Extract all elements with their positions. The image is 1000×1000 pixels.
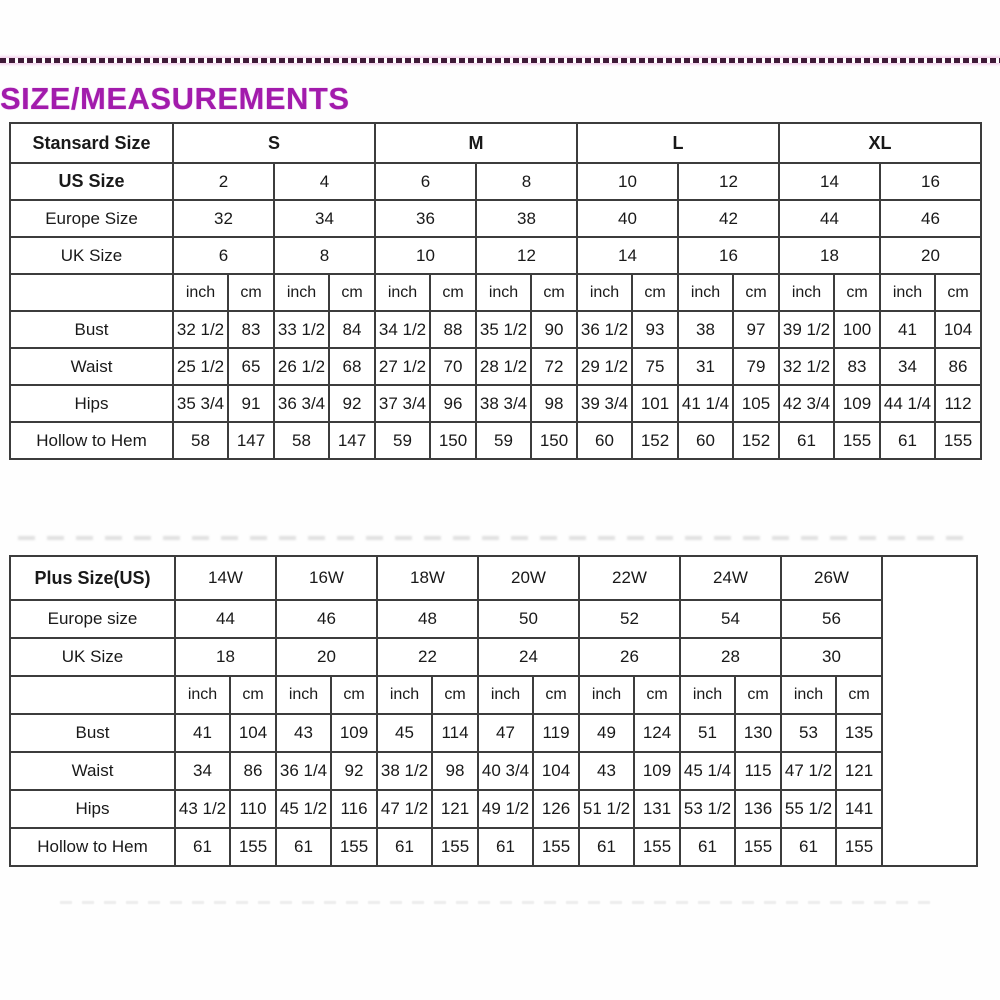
- size-value-cell: 12: [678, 163, 779, 200]
- measure-value-cell: 36 3/4: [274, 385, 329, 422]
- measure-value-cell: 35 1/2: [476, 311, 531, 348]
- unit-cell: cm: [632, 274, 678, 311]
- measure-value-cell: 40 3/4: [478, 752, 533, 790]
- measure-value-cell: 34 1/2: [375, 311, 430, 348]
- measure-value-cell: 36 1/4: [276, 752, 331, 790]
- size-value-cell: 6: [375, 163, 476, 200]
- measure-value-cell: 104: [533, 752, 579, 790]
- measure-value-cell: 114: [432, 714, 478, 752]
- size-value-cell: 14: [577, 237, 678, 274]
- unit-cell: cm: [634, 676, 680, 714]
- size-value-cell: 10: [375, 237, 476, 274]
- size-value-cell: 16: [880, 163, 981, 200]
- measure-value-cell: 61: [779, 422, 834, 459]
- measure-value-cell: 61: [680, 828, 735, 866]
- size-value-cell: 18: [175, 638, 276, 676]
- measure-value-cell: 88: [430, 311, 476, 348]
- unit-cell: inch: [377, 676, 432, 714]
- measure-value-cell: 109: [331, 714, 377, 752]
- measure-value-cell: 150: [531, 422, 577, 459]
- size-group-header: 14W: [175, 556, 276, 600]
- measure-value-cell: 97: [733, 311, 779, 348]
- table-header-label: Plus Size(US): [10, 556, 175, 600]
- measure-value-cell: 155: [331, 828, 377, 866]
- empty-right-cell: [882, 556, 977, 866]
- row-label: Hips: [10, 385, 173, 422]
- unit-cell: inch: [375, 274, 430, 311]
- plus-size-table: [9, 555, 978, 867]
- row-label: Waist: [10, 752, 175, 790]
- measure-value-cell: 61: [377, 828, 432, 866]
- row-label: Europe size: [10, 600, 175, 638]
- unit-cell: inch: [274, 274, 329, 311]
- size-value-cell: 4: [274, 163, 375, 200]
- unit-row-label: [10, 274, 173, 311]
- unit-cell: cm: [834, 274, 880, 311]
- measure-value-cell: 39 1/2: [779, 311, 834, 348]
- measure-value-cell: 59: [375, 422, 430, 459]
- size-group-header: M: [375, 123, 577, 163]
- measure-value-cell: 155: [735, 828, 781, 866]
- measure-value-cell: 41: [880, 311, 935, 348]
- measure-value-cell: 42 3/4: [779, 385, 834, 422]
- measure-value-cell: 147: [329, 422, 375, 459]
- unit-cell: inch: [680, 676, 735, 714]
- measure-value-cell: 53: [781, 714, 836, 752]
- measure-value-cell: 96: [430, 385, 476, 422]
- measure-value-cell: 58: [173, 422, 228, 459]
- size-value-cell: 12: [476, 237, 577, 274]
- measure-value-cell: 86: [230, 752, 276, 790]
- size-value-cell: 8: [274, 237, 375, 274]
- measure-value-cell: 47 1/2: [781, 752, 836, 790]
- unit-cell: cm: [533, 676, 579, 714]
- measure-value-cell: 124: [634, 714, 680, 752]
- size-value-cell: 20: [276, 638, 377, 676]
- unit-cell: inch: [175, 676, 230, 714]
- bottom-dashed-divider: [60, 901, 940, 904]
- size-value-cell: 14: [779, 163, 880, 200]
- unit-cell: inch: [880, 274, 935, 311]
- size-value-cell: 26: [579, 638, 680, 676]
- size-value-cell: 48: [377, 600, 478, 638]
- measure-value-cell: 152: [733, 422, 779, 459]
- size-group-header: 22W: [579, 556, 680, 600]
- measure-value-cell: 155: [836, 828, 882, 866]
- size-group-header: S: [173, 123, 375, 163]
- measure-value-cell: 44 1/4: [880, 385, 935, 422]
- size-value-cell: 54: [680, 600, 781, 638]
- unit-cell: cm: [230, 676, 276, 714]
- top-dashed-divider: [0, 58, 1000, 63]
- measure-value-cell: 43 1/2: [175, 790, 230, 828]
- size-value-cell: 46: [880, 200, 981, 237]
- size-value-cell: 24: [478, 638, 579, 676]
- row-label: Waist: [10, 348, 173, 385]
- measure-value-cell: 31: [678, 348, 733, 385]
- unit-cell: cm: [329, 274, 375, 311]
- measure-value-cell: 37 3/4: [375, 385, 430, 422]
- size-group-header: L: [577, 123, 779, 163]
- size-value-cell: 44: [175, 600, 276, 638]
- size-value-cell: 6: [173, 237, 274, 274]
- measure-value-cell: 32 1/2: [779, 348, 834, 385]
- measure-value-cell: 84: [329, 311, 375, 348]
- measure-value-cell: 155: [533, 828, 579, 866]
- measure-value-cell: 60: [577, 422, 632, 459]
- measure-value-cell: 61: [276, 828, 331, 866]
- measure-value-cell: 27 1/2: [375, 348, 430, 385]
- measure-value-cell: 68: [329, 348, 375, 385]
- measure-value-cell: 104: [230, 714, 276, 752]
- measure-value-cell: 38: [678, 311, 733, 348]
- measure-value-cell: 34: [175, 752, 230, 790]
- unit-cell: cm: [733, 274, 779, 311]
- measure-value-cell: 38 1/2: [377, 752, 432, 790]
- page-title: SIZE/MEASUREMENTS: [0, 81, 350, 116]
- measure-value-cell: 58: [274, 422, 329, 459]
- size-group-header: 16W: [276, 556, 377, 600]
- measure-value-cell: 119: [533, 714, 579, 752]
- measure-value-cell: 116: [331, 790, 377, 828]
- measure-value-cell: 47 1/2: [377, 790, 432, 828]
- size-value-cell: 50: [478, 600, 579, 638]
- measure-value-cell: 33 1/2: [274, 311, 329, 348]
- size-value-cell: 36: [375, 200, 476, 237]
- measure-value-cell: 47: [478, 714, 533, 752]
- measure-value-cell: 121: [432, 790, 478, 828]
- unit-cell: inch: [476, 274, 531, 311]
- measure-value-cell: 109: [834, 385, 880, 422]
- measure-value-cell: 110: [230, 790, 276, 828]
- unit-cell: inch: [779, 274, 834, 311]
- size-value-cell: 18: [779, 237, 880, 274]
- measure-value-cell: 131: [634, 790, 680, 828]
- measure-value-cell: 53 1/2: [680, 790, 735, 828]
- measure-value-cell: 72: [531, 348, 577, 385]
- unit-cell: cm: [935, 274, 981, 311]
- measure-value-cell: 150: [430, 422, 476, 459]
- size-value-cell: 42: [678, 200, 779, 237]
- size-value-cell: 20: [880, 237, 981, 274]
- size-value-cell: 10: [577, 163, 678, 200]
- size-value-cell: 52: [579, 600, 680, 638]
- measure-value-cell: 105: [733, 385, 779, 422]
- measure-value-cell: 61: [781, 828, 836, 866]
- measure-value-cell: 34: [880, 348, 935, 385]
- measure-value-cell: 36 1/2: [577, 311, 632, 348]
- table-header-label: Stansard Size: [10, 123, 173, 163]
- size-value-cell: 46: [276, 600, 377, 638]
- measure-value-cell: 61: [579, 828, 634, 866]
- measure-value-cell: 83: [228, 311, 274, 348]
- row-label: Hollow to Hem: [10, 828, 175, 866]
- measure-value-cell: 126: [533, 790, 579, 828]
- measure-value-cell: 98: [531, 385, 577, 422]
- size-group-header: 18W: [377, 556, 478, 600]
- measure-value-cell: 135: [836, 714, 882, 752]
- measure-value-cell: 92: [331, 752, 377, 790]
- unit-cell: inch: [478, 676, 533, 714]
- unit-cell: cm: [432, 676, 478, 714]
- measure-value-cell: 100: [834, 311, 880, 348]
- measure-value-cell: 130: [735, 714, 781, 752]
- measure-value-cell: 90: [531, 311, 577, 348]
- measure-value-cell: 41 1/4: [678, 385, 733, 422]
- measure-value-cell: 25 1/2: [173, 348, 228, 385]
- unit-cell: inch: [173, 274, 228, 311]
- measure-value-cell: 61: [175, 828, 230, 866]
- measure-value-cell: 101: [632, 385, 678, 422]
- measure-value-cell: 93: [632, 311, 678, 348]
- measure-value-cell: 29 1/2: [577, 348, 632, 385]
- measure-value-cell: 39 3/4: [577, 385, 632, 422]
- measure-value-cell: 155: [230, 828, 276, 866]
- measure-value-cell: 155: [935, 422, 981, 459]
- size-value-cell: 56: [781, 600, 882, 638]
- measure-value-cell: 38 3/4: [476, 385, 531, 422]
- unit-cell: inch: [678, 274, 733, 311]
- measure-value-cell: 51: [680, 714, 735, 752]
- measure-value-cell: 115: [735, 752, 781, 790]
- size-value-cell: 38: [476, 200, 577, 237]
- row-label: US Size: [10, 163, 173, 200]
- size-group-header: 24W: [680, 556, 781, 600]
- measure-value-cell: 28 1/2: [476, 348, 531, 385]
- measure-value-cell: 43: [579, 752, 634, 790]
- measure-value-cell: 35 3/4: [173, 385, 228, 422]
- measure-value-cell: 91: [228, 385, 274, 422]
- measure-value-cell: 32 1/2: [173, 311, 228, 348]
- measure-value-cell: 61: [880, 422, 935, 459]
- row-label: Bust: [10, 311, 173, 348]
- unit-row-label: [10, 676, 175, 714]
- row-label: Hips: [10, 790, 175, 828]
- measure-value-cell: 41: [175, 714, 230, 752]
- size-value-cell: 8: [476, 163, 577, 200]
- measure-value-cell: 75: [632, 348, 678, 385]
- measure-value-cell: 70: [430, 348, 476, 385]
- measure-value-cell: 152: [632, 422, 678, 459]
- measure-value-cell: 155: [634, 828, 680, 866]
- measure-value-cell: 45: [377, 714, 432, 752]
- middle-dashed-divider: [18, 536, 970, 540]
- measure-value-cell: 92: [329, 385, 375, 422]
- measure-value-cell: 60: [678, 422, 733, 459]
- measure-value-cell: 65: [228, 348, 274, 385]
- size-value-cell: 32: [173, 200, 274, 237]
- size-group-header: XL: [779, 123, 981, 163]
- unit-cell: inch: [577, 274, 632, 311]
- size-value-cell: 40: [577, 200, 678, 237]
- size-value-cell: 28: [680, 638, 781, 676]
- measure-value-cell: 59: [476, 422, 531, 459]
- unit-cell: cm: [735, 676, 781, 714]
- measure-value-cell: 86: [935, 348, 981, 385]
- measure-value-cell: 26 1/2: [274, 348, 329, 385]
- measure-value-cell: 49 1/2: [478, 790, 533, 828]
- size-group-header: 20W: [478, 556, 579, 600]
- measure-value-cell: 43: [276, 714, 331, 752]
- measure-value-cell: 141: [836, 790, 882, 828]
- size-value-cell: 44: [779, 200, 880, 237]
- unit-cell: cm: [331, 676, 377, 714]
- unit-cell: inch: [276, 676, 331, 714]
- size-value-cell: 30: [781, 638, 882, 676]
- measure-value-cell: 55 1/2: [781, 790, 836, 828]
- measure-value-cell: 155: [834, 422, 880, 459]
- measure-value-cell: 147: [228, 422, 274, 459]
- size-value-cell: 22: [377, 638, 478, 676]
- unit-cell: cm: [430, 274, 476, 311]
- measure-value-cell: 83: [834, 348, 880, 385]
- measure-value-cell: 51 1/2: [579, 790, 634, 828]
- measure-value-cell: 45 1/4: [680, 752, 735, 790]
- measure-value-cell: 49: [579, 714, 634, 752]
- size-group-header: 26W: [781, 556, 882, 600]
- unit-cell: inch: [579, 676, 634, 714]
- measure-value-cell: 45 1/2: [276, 790, 331, 828]
- measure-value-cell: 104: [935, 311, 981, 348]
- measure-value-cell: 112: [935, 385, 981, 422]
- row-label: Bust: [10, 714, 175, 752]
- size-value-cell: 16: [678, 237, 779, 274]
- row-label: UK Size: [10, 638, 175, 676]
- unit-cell: cm: [531, 274, 577, 311]
- measure-value-cell: 61: [478, 828, 533, 866]
- row-label: UK Size: [10, 237, 173, 274]
- size-value-cell: 34: [274, 200, 375, 237]
- standard-size-table: [9, 122, 982, 460]
- unit-cell: inch: [781, 676, 836, 714]
- measure-value-cell: 136: [735, 790, 781, 828]
- measure-value-cell: 98: [432, 752, 478, 790]
- row-label: Europe Size: [10, 200, 173, 237]
- unit-cell: cm: [228, 274, 274, 311]
- measure-value-cell: 79: [733, 348, 779, 385]
- unit-cell: cm: [836, 676, 882, 714]
- row-label: Hollow to Hem: [10, 422, 173, 459]
- size-value-cell: 2: [173, 163, 274, 200]
- measure-value-cell: 121: [836, 752, 882, 790]
- measure-value-cell: 155: [432, 828, 478, 866]
- measure-value-cell: 109: [634, 752, 680, 790]
